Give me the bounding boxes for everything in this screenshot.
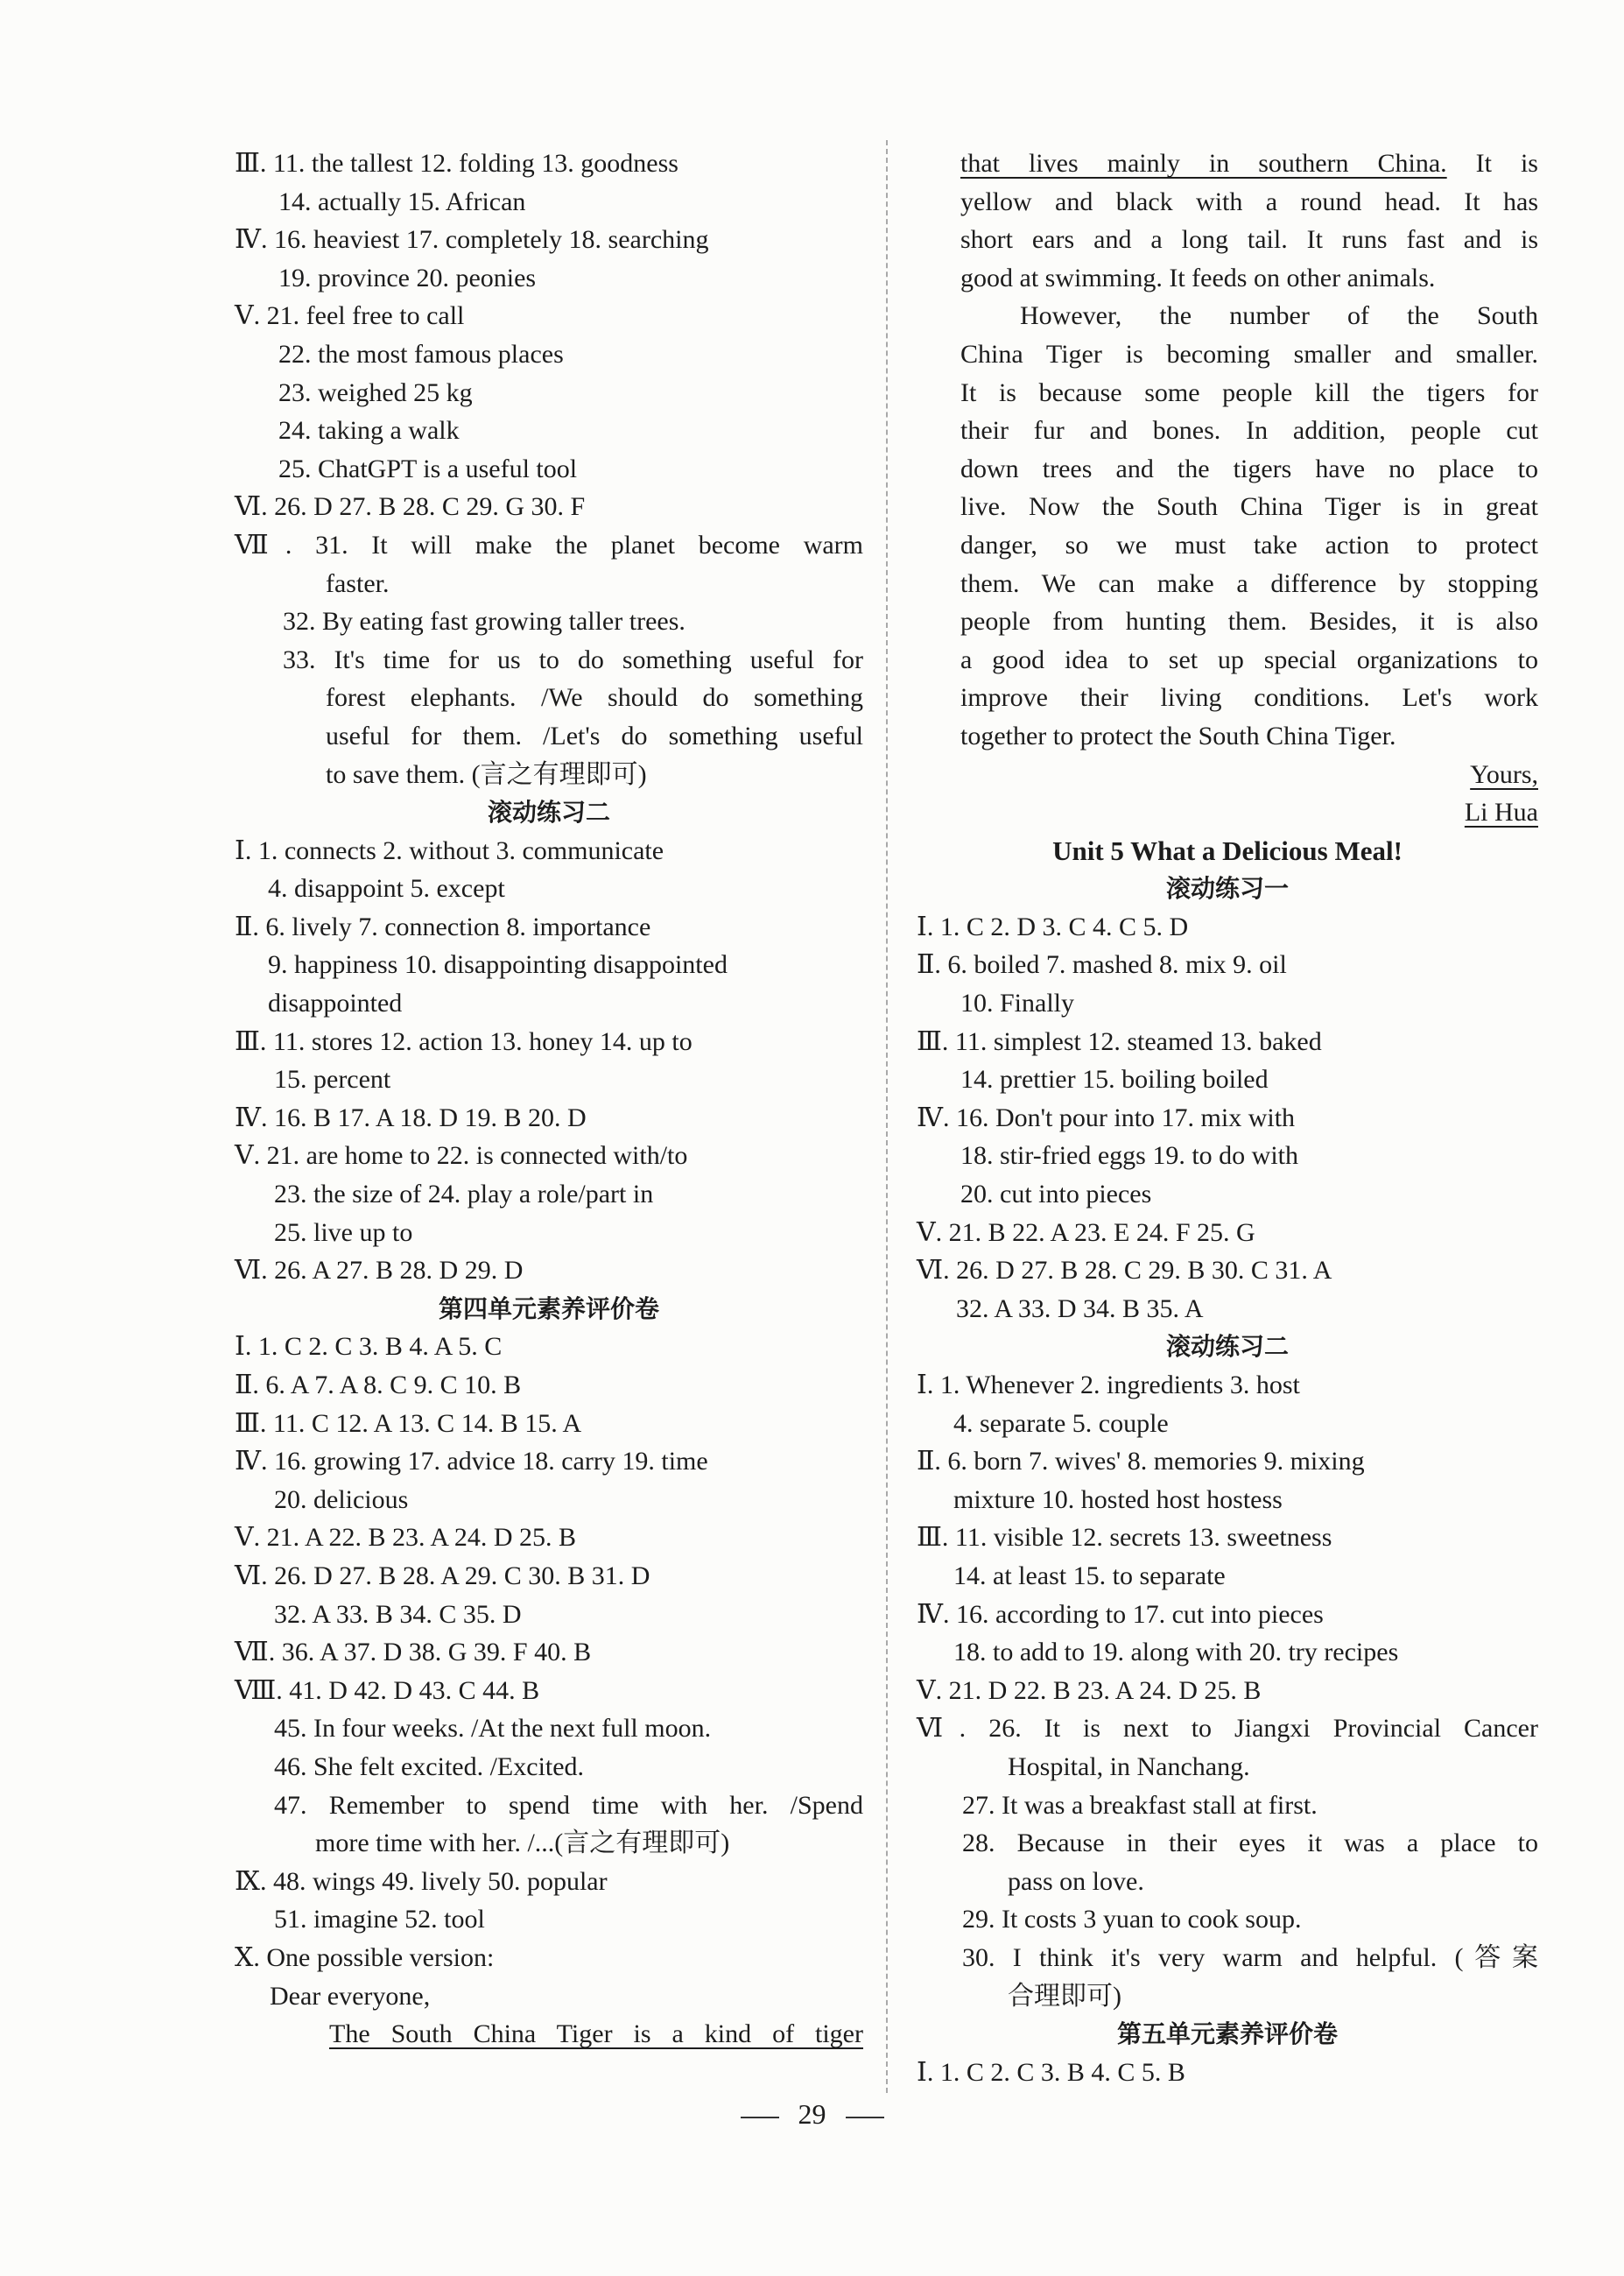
answer-line: Ⅳ. 16. according to 17. cut into pieces <box>917 1599 1324 1629</box>
answer-line: Ⅷ. 41. D 42. D 43. C 44. B <box>235 1675 540 1705</box>
answer-line: pass on love. <box>1008 1866 1144 1896</box>
answer-line: Ⅳ. 16. B 17. A 18. D 19. B 20. D <box>235 1103 587 1132</box>
letter-signoff <box>917 793 1538 832</box>
answer-line: Ⅱ. 6. born 7. wives' 8. memories 9. mixing <box>917 1447 1365 1476</box>
section-heading: 第四单元素养评价卷 <box>438 1293 659 1323</box>
answer-line: 14. at least 15. to separate <box>953 1561 1226 1590</box>
answer-line: improve their living conditions. Let's work <box>960 683 1538 713</box>
answer-line: Ⅳ. 16. Don't pour into 17. mix with <box>917 1103 1296 1132</box>
answer-line: Ⅲ. 11. the tallest 12. folding 13. goodness <box>235 149 678 178</box>
page-number-footer <box>0 2098 1624 2131</box>
answer-line: Ⅰ. 1. C 2. D 3. C 4. C 5. D <box>917 912 1189 941</box>
answer-line: 19. province 20. peonies <box>278 263 537 292</box>
answer-line: 32. A 33. B 34. C 35. D <box>274 1599 522 1629</box>
answer-line: Ⅶ. 36. A 37. D 38. G 39. F 40. B <box>235 1638 592 1667</box>
answer-line: 46. She felt excited. /Excited. <box>274 1751 585 1781</box>
answer-line: Ⅴ. 21. B 22. A 23. E 24. F 25. G <box>917 1217 1255 1247</box>
answer-line: to save them. (言之有理即可) <box>326 759 647 789</box>
answer-line: 9. happiness 10. disappointing disappointed <box>268 950 728 980</box>
answer-line: 20. delicious <box>274 1484 409 1514</box>
line-rest: It is <box>1446 149 1538 178</box>
answer-line: live. Now the South China Tiger is in great <box>960 492 1538 522</box>
answer-line: Ⅴ. 21. D 22. B 23. A 24. D 25. B <box>917 1675 1262 1705</box>
letter-signoff <box>917 756 1538 794</box>
answer-line: 47. Remember to spend time with her. /Spend <box>274 1790 863 1820</box>
answer-line: 14. actually 15. African <box>278 187 526 216</box>
answer-line: Ⅲ. 11. simplest 12. steamed 13. baked <box>917 1026 1322 1056</box>
column-divider <box>886 140 888 2093</box>
answer-line: 22. the most famous places <box>278 339 564 369</box>
answer-line: a good idea to set up special organizations to <box>960 645 1538 674</box>
answer-line: Ⅳ. 16. heaviest 17. completely 18. searching <box>235 225 709 255</box>
page-number: 29 <box>798 2098 826 2130</box>
answer-line: short ears and a long tail. It runs fast and is <box>960 225 1538 255</box>
answer-line: more time with her. /...(言之有理即可) <box>315 1829 730 1858</box>
answer-line: 20. cut into pieces <box>960 1180 1152 1209</box>
answer-line: Ⅱ. 6. lively 7. connection 8. importance <box>235 912 651 941</box>
answer-line: Ⅵ. 26. D 27. B 28. A 29. C 30. B 31. D <box>235 1561 650 1590</box>
answer-line: 18. stir-fried eggs 19. to do with <box>960 1141 1299 1171</box>
answer-line: Ⅹ. One possible version: <box>235 1942 495 1972</box>
answer-line: 4. separate 5. couple <box>953 1408 1169 1438</box>
answer-line: them. We can make a difference by stopping <box>960 568 1538 598</box>
answer-line: Ⅰ. 1. C 2. C 3. B 4. C 5. B <box>917 2057 1185 2087</box>
answer-line: 32. A 33. D 34. B 35. A <box>956 1293 1204 1323</box>
answer-line: useful for them. /Let's do something useful <box>326 721 863 750</box>
answer-line: Ⅶ. 31. It will make the planet become warm <box>235 530 863 560</box>
answer-line: Ⅵ. 26. D 27. B 28. C 29. G 30. F <box>235 492 586 522</box>
answer-line: Ⅱ. 6. boiled 7. mashed 8. mix 9. oil <box>917 950 1287 980</box>
answer-line: Ⅲ. 11. visible 12. secrets 13. sweetness <box>917 1523 1332 1553</box>
answer-line: 14. prettier 15. boiling boiled <box>960 1065 1269 1095</box>
answer-line: Ⅲ. 11. stores 12. action 13. honey 14. up to <box>235 1026 692 1056</box>
answer-line: 24. taking a walk <box>278 416 460 446</box>
answer-line: However, the number of the South <box>1020 301 1538 331</box>
answer-line: Ⅰ. 1. C 2. C 3. B 4. A 5. C <box>235 1332 503 1362</box>
answer-line: 29. It costs 3 yuan to cook soup. <box>962 1905 1302 1934</box>
answer-line: Ⅵ. 26. It is next to Jiangxi Provincial Cancer <box>917 1714 1538 1744</box>
answer-line: Ⅵ. 26. D 27. B 28. C 29. B 30. C 31. A <box>917 1256 1332 1286</box>
answer-line: 27. It was a breakfast stall at first. <box>962 1790 1318 1820</box>
answer-line: 32. By eating fast growing taller trees. <box>283 607 685 637</box>
answer-line: The South China Tiger is a kind of tiger <box>329 2019 863 2049</box>
answer-line: Ⅰ. 1. connects 2. without 3. communicate <box>235 835 664 865</box>
answer-line: Ⅰ. 1. Whenever 2. ingredients 3. host <box>917 1371 1300 1399</box>
answer-line: 28. Because in their eyes it was a place to <box>962 1829 1538 1858</box>
answer-line: Ⅴ. 21. are home to 22. is connected with/to <box>235 1141 688 1171</box>
answer-line: Ⅴ. 21. A 22. B 23. A 24. D 25. B <box>235 1523 577 1553</box>
answer-line: 合理即可) <box>1008 1981 1121 2011</box>
answer-line: 25. ChatGPT is a useful tool <box>278 454 578 483</box>
answer-line: 45. In four weeks. /At the next full moon. <box>274 1714 712 1744</box>
answer-line: Ⅱ. 6. A 7. A 8. C 9. C 10. B <box>235 1371 522 1399</box>
answer-line: their fur and bones. In addition, people cut <box>960 416 1538 446</box>
answer-line: 23. weighed 25 kg <box>278 377 473 407</box>
answer-line: 4. disappoint 5. except <box>268 874 505 904</box>
answer-line: 33. It's time for us to do something useful for <box>283 645 863 674</box>
answer-line: people from hunting them. Besides, it is also <box>960 607 1538 637</box>
section-heading: 第五单元素养评价卷 <box>1116 2019 1338 2049</box>
underlined-text: that lives mainly in southern China. <box>960 149 1447 178</box>
answer-line: disappointed <box>268 989 403 1018</box>
right-dash <box>846 2117 884 2118</box>
answer-line: Ⅸ. 48. wings 49. lively 50. popular <box>235 1866 608 1896</box>
answer-line: danger, so we must take action to protect <box>960 530 1538 560</box>
answer-line: Ⅴ. 21. feel free to call <box>235 301 465 331</box>
answer-line: good at swimming. It feeds on other animals. <box>960 263 1436 292</box>
answer-line <box>917 144 1538 183</box>
answer-line: forest elephants. /We should do something <box>326 683 863 713</box>
answer-line: China Tiger is becoming smaller and smaller. <box>960 339 1538 369</box>
answer-line: down trees and the tigers have no place to <box>960 454 1538 483</box>
answer-line: Ⅵ. 26. A 27. B 28. D 29. D <box>235 1256 524 1286</box>
answer-line: 30. I think it's very warm and helpful. (答案 <box>962 1942 1538 1972</box>
answer-line: Ⅲ. 11. C 12. A 13. C 14. B 15. A <box>235 1408 582 1438</box>
section-heading: 滚动练习二 <box>1165 1332 1289 1362</box>
section-heading: 滚动练习二 <box>487 798 610 828</box>
answer-line: Dear everyone, <box>270 1981 431 2011</box>
answer-line: Hospital, in Nanchang. <box>1008 1751 1250 1781</box>
unit-title: Unit 5 What a Delicious Meal! <box>1052 835 1403 866</box>
signoff-text: Li Hua <box>1464 798 1538 828</box>
answer-line: It is because some people kill the tigers for <box>960 377 1538 407</box>
answer-line: faster. <box>326 568 390 598</box>
answer-line: 10. Finally <box>960 989 1075 1018</box>
answer-line: 25. live up to <box>274 1217 413 1247</box>
answer-line: 18. to add to 19. along with 20. try recipes <box>953 1638 1399 1667</box>
answer-line: 15. percent <box>274 1065 391 1095</box>
answer-line: yellow and black with a round head. It has <box>960 187 1538 216</box>
signoff-text: Yours, <box>1470 759 1538 789</box>
right-column <box>917 144 1538 2091</box>
left-dash <box>741 2117 779 2118</box>
answer-line: Ⅳ. 16. growing 17. advice 18. carry 19. time <box>235 1447 708 1476</box>
section-heading: 滚动练习一 <box>1165 874 1289 904</box>
answer-line: 51. imagine 52. tool <box>274 1905 485 1934</box>
answer-line: mixture 10. hosted host hostess <box>953 1484 1283 1514</box>
left-column <box>235 144 863 2054</box>
answer-line: 23. the size of 24. play a role/part in <box>274 1180 654 1209</box>
answer-line: together to protect the South China Tiger. <box>960 721 1396 750</box>
